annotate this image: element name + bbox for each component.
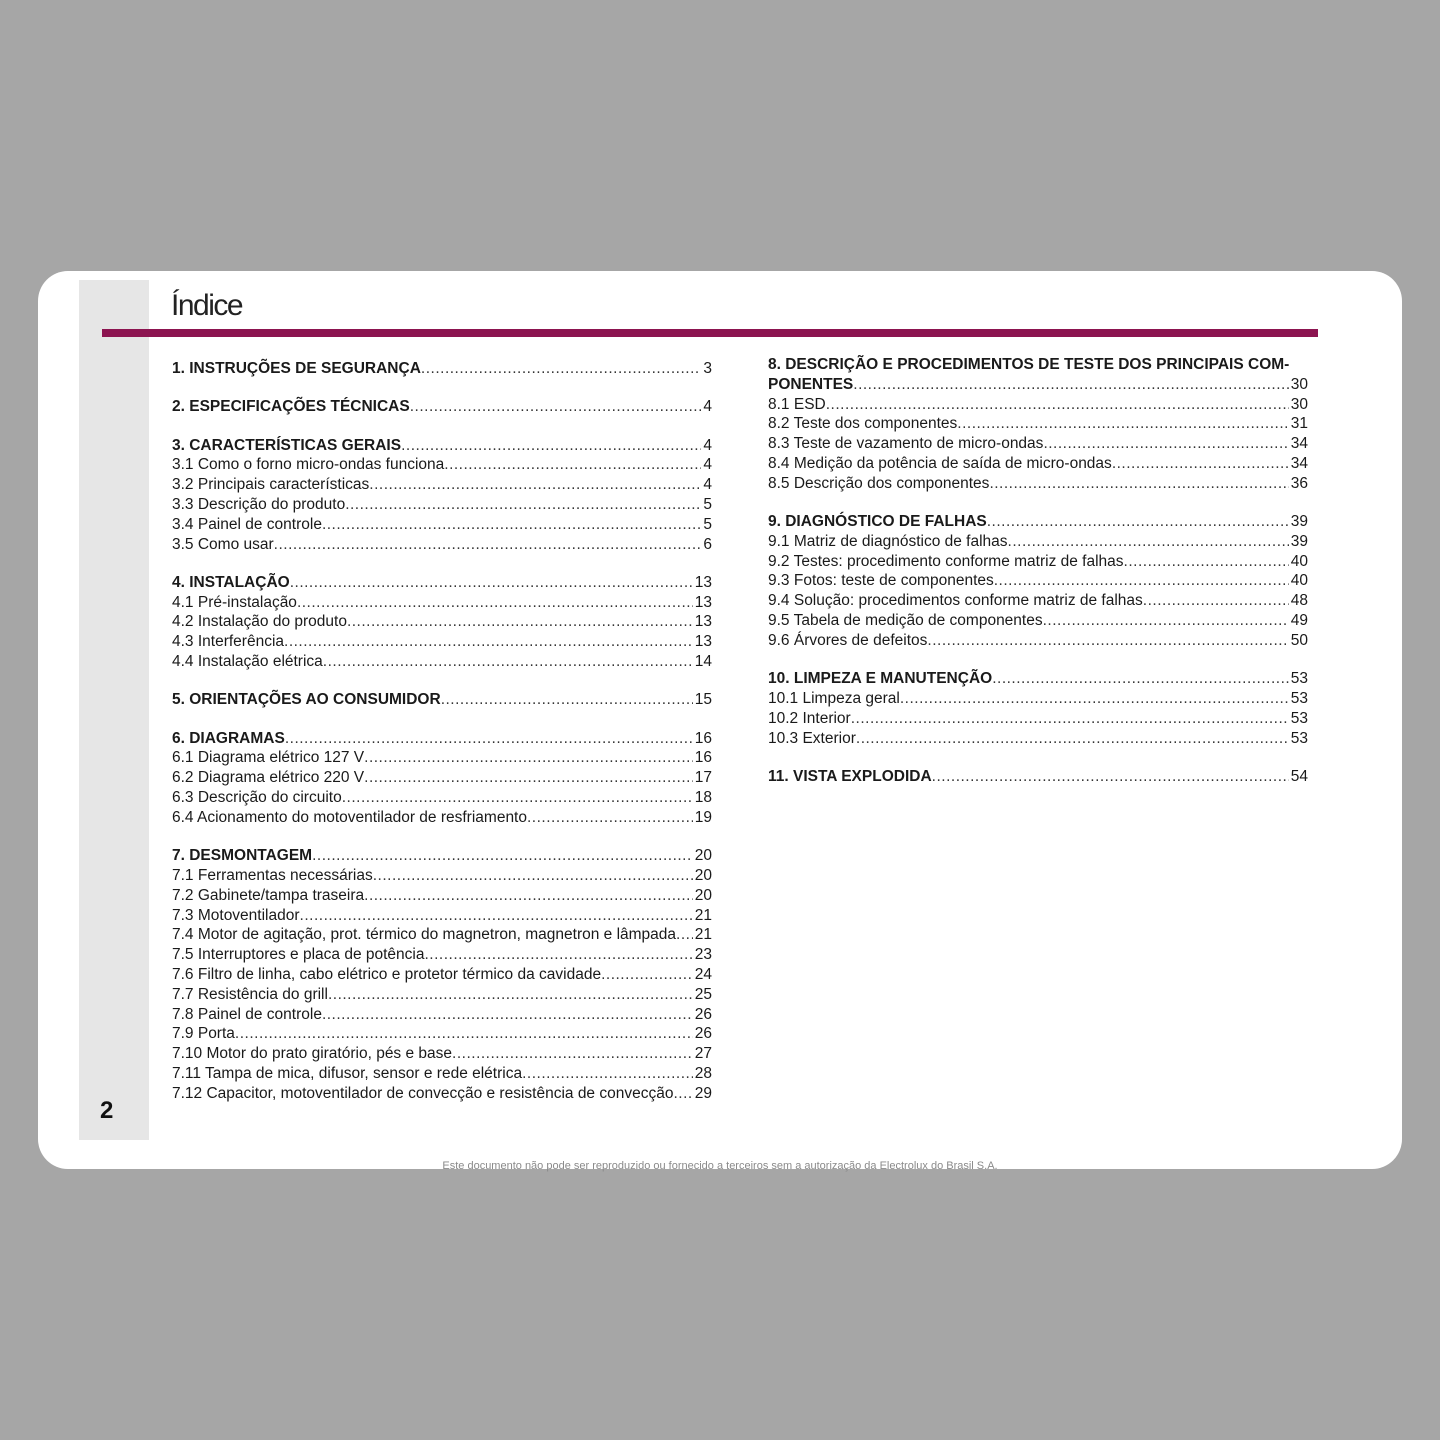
toc-page-number: 29 — [694, 1084, 712, 1102]
toc-entry[interactable] — [172, 945, 712, 965]
toc-entry-label: 7.5 Interruptores e placa de potência — [172, 946, 425, 964]
toc-entry-label: 1. INSTRUÇÕES DE SEGURANÇA — [172, 360, 421, 377]
toc-entry-label: 9.3 Fotos: teste de componentes — [768, 572, 994, 590]
toc-entry-label: 6.3 Descrição do circuito — [172, 789, 342, 807]
toc-page-number: 50 — [1290, 631, 1308, 649]
toc-page-number: 16 — [694, 749, 712, 767]
toc-entry[interactable] — [768, 729, 1308, 749]
dot-leader — [1008, 532, 1289, 552]
dot-leader — [421, 359, 701, 379]
dot-leader — [441, 690, 693, 710]
toc-page-number: 39 — [1290, 513, 1308, 531]
toc-entry-label: 7. DESMONTAGEM — [172, 847, 313, 865]
toc-page-number: 27 — [694, 1045, 712, 1063]
toc-entry-label: 8.5 Descrição dos componentes — [768, 474, 990, 492]
dot-leader — [369, 475, 701, 495]
toc-entry-label: 9.2 Testes: procedimento conforme matriz de falhas — [768, 552, 1124, 570]
toc-entry-label: 7.4 Motor de agitação, prot. térmico do magnetron, magnetron e lâmpada — [172, 926, 677, 944]
toc-entry-label: 4.4 Instalação elétrica — [172, 653, 323, 671]
toc-section — [768, 767, 1308, 787]
toc-entry-label: PONENTES — [768, 375, 854, 393]
toc-entry[interactable] — [172, 1044, 712, 1064]
dot-leader — [424, 945, 692, 965]
toc-page-number: 13 — [694, 593, 712, 611]
toc-page-number: 6 — [703, 535, 712, 553]
page-title: Índice — [171, 289, 243, 322]
toc-entry[interactable] — [172, 925, 712, 945]
toc-entry-label: 10.2 Interior — [768, 709, 851, 727]
toc-page-number: 21 — [694, 906, 712, 924]
toc-entry[interactable] — [172, 1084, 712, 1104]
toc-page-number: 24 — [694, 965, 712, 983]
toc-page-number: 20 — [694, 886, 712, 904]
toc-page-number: 53 — [1290, 729, 1308, 747]
toc-entry-label: 6.2 Diagrama elétrico 220 V — [172, 769, 365, 787]
toc-entry-label: 4.3 Interferência — [172, 633, 285, 651]
toc-page-number: 40 — [1290, 572, 1308, 590]
toc-entry-label: 7.3 Motoventilador — [172, 906, 300, 924]
toc-heading-entry[interactable] — [172, 359, 712, 379]
dot-leader — [328, 985, 693, 1005]
toc-heading-entry[interactable] — [768, 375, 1308, 395]
toc-page-number: 25 — [694, 985, 712, 1003]
toc-entry[interactable] — [172, 748, 712, 768]
toc-page-number: 15 — [694, 691, 712, 709]
toc-page-number: 30 — [1290, 375, 1308, 393]
toc-entry-label: 5. ORIENTAÇÕES AO CONSUMIDOR — [172, 691, 441, 709]
toc-page-number: 21 — [694, 926, 712, 944]
dot-leader — [826, 395, 1289, 415]
toc-heading-entry[interactable] — [172, 729, 712, 749]
dot-leader — [297, 593, 693, 613]
toc-heading-entry[interactable] — [172, 573, 712, 593]
toc-section — [172, 397, 712, 417]
toc-page-number: 26 — [694, 1005, 712, 1023]
toc-heading-entry[interactable] — [768, 512, 1308, 532]
dot-leader — [522, 1064, 693, 1084]
toc-page-number: 20 — [694, 847, 712, 865]
toc-entry[interactable] — [172, 906, 712, 926]
toc-entry[interactable] — [768, 611, 1308, 631]
toc-entry[interactable] — [768, 552, 1308, 572]
toc-entry-label: 3.2 Principais características — [172, 476, 370, 494]
dot-leader — [284, 632, 693, 652]
toc-entry[interactable] — [172, 495, 712, 515]
document-page — [38, 271, 1402, 1169]
toc-entry-label: 11. VISTA EXPLODIDA — [768, 767, 932, 785]
toc-page-number: 54 — [1290, 767, 1308, 785]
dot-leader — [853, 375, 1288, 395]
toc-section — [172, 573, 712, 672]
toc-page-number: 4 — [703, 398, 712, 416]
toc-entry-label: 8.2 Teste dos componentes — [768, 415, 958, 433]
dot-leader — [345, 495, 701, 515]
toc-entry[interactable] — [768, 434, 1308, 454]
dot-leader — [322, 515, 701, 535]
toc-section — [768, 512, 1308, 651]
toc-page-number: 34 — [1290, 454, 1308, 472]
toc-entry-label: 3. CARACTERÍSTICAS GERAIS — [172, 436, 402, 454]
dot-leader — [900, 689, 1289, 709]
toc-entry-label: 7.1 Ferramentas necessárias — [172, 866, 373, 884]
toc-entry-label: 8.1 ESD — [768, 395, 826, 413]
toc-entry[interactable] — [768, 689, 1308, 709]
toc-page-number: 36 — [1290, 474, 1308, 492]
dot-leader — [290, 573, 693, 593]
toc-entry[interactable] — [768, 454, 1308, 474]
dot-leader — [274, 535, 702, 555]
dot-leader — [1043, 611, 1289, 631]
dot-leader — [285, 729, 693, 749]
dot-leader — [1112, 454, 1289, 474]
toc-page-number: 19 — [694, 808, 712, 826]
dot-leader — [992, 669, 1289, 689]
toc-entry[interactable] — [172, 1005, 712, 1025]
toc-heading-entry[interactable] — [172, 690, 712, 710]
dot-leader — [322, 1005, 693, 1025]
dot-leader — [989, 474, 1288, 494]
toc-entry-label: 7.2 Gabinete/tampa traseira — [172, 886, 365, 904]
toc-entry[interactable] — [172, 535, 712, 555]
toc-page-number: 14 — [694, 653, 712, 671]
dot-leader — [676, 925, 693, 945]
toc-entry[interactable] — [768, 591, 1308, 611]
toc-entry[interactable] — [172, 866, 712, 886]
toc-page-number: 34 — [1290, 435, 1308, 453]
toc-heading-entry[interactable] — [172, 436, 712, 456]
margin-strip — [79, 280, 149, 1140]
toc-entry[interactable] — [768, 474, 1308, 494]
toc-entry[interactable] — [172, 515, 712, 535]
dot-leader — [601, 965, 693, 985]
dot-leader — [323, 652, 693, 672]
toc-section — [768, 355, 1308, 494]
dot-leader — [1143, 591, 1289, 611]
dot-leader — [342, 788, 693, 808]
toc-page-number: 39 — [1290, 532, 1308, 550]
toc-entry-label: 6.4 Acionamento do motoventilador de resfriamento — [172, 808, 527, 826]
toc-heading-line: 8. DESCRIÇÃO E PROCEDIMENTOS DE TESTE DOS PRINCIPAIS COM- — [768, 356, 1290, 373]
dot-leader — [235, 1024, 693, 1044]
toc-page-number: 53 — [1290, 689, 1308, 707]
dot-leader — [987, 512, 1289, 532]
footer-note: Este documento não pode ser reproduzido ou fornecido a terceiros sem a autorização da Electrolux do Brasil S.A. — [442, 1160, 998, 1172]
toc-entry[interactable] — [172, 593, 712, 613]
toc-entry-label: 7.8 Painel de controle — [172, 1005, 322, 1023]
toc-page-number: 16 — [694, 729, 712, 747]
toc-heading-entry[interactable] — [768, 767, 1308, 787]
toc-page-number: 4 — [703, 436, 712, 454]
toc-page-number: 4 — [703, 476, 712, 494]
toc-column-right — [768, 355, 1308, 805]
dot-leader — [364, 768, 693, 788]
toc-entry-label: 8.4 Medição da potência de saída de micro-ondas — [768, 454, 1112, 472]
toc-entry-label: 6. DIAGRAMAS — [172, 729, 285, 747]
toc-entry-label: 9.1 Matriz de diagnóstico de falhas — [768, 532, 1008, 550]
toc-entry-label: 6.1 Diagrama elétrico 127 V — [172, 749, 365, 767]
toc-entry-label: 3.5 Como usar — [172, 535, 274, 553]
dot-leader — [364, 886, 693, 906]
toc-entry[interactable] — [172, 985, 712, 1005]
dot-leader — [527, 808, 693, 828]
toc-entry-label: 2. ESPECIFICAÇÕES TÉCNICAS — [172, 398, 410, 416]
toc-page-number: 13 — [694, 633, 712, 651]
toc-entry[interactable] — [768, 395, 1308, 415]
toc-entry[interactable] — [172, 1064, 712, 1084]
dot-leader — [300, 906, 693, 926]
toc-entry[interactable] — [172, 612, 712, 632]
toc-entry-label: 7.12 Capacitor, motoventilador de convecção e resistência de convecção — [172, 1084, 674, 1102]
dot-leader — [347, 612, 693, 632]
toc-heading-entry[interactable] — [768, 669, 1308, 689]
toc-heading-entry[interactable] — [172, 397, 712, 417]
toc-page-number: 5 — [703, 495, 712, 513]
toc-entry-label: 7.7 Resistência do grill — [172, 985, 328, 1003]
dot-leader — [410, 397, 702, 417]
dot-leader — [932, 767, 1289, 787]
dot-leader — [927, 631, 1288, 651]
toc-page-number: 26 — [694, 1025, 712, 1043]
toc-entry[interactable] — [172, 788, 712, 808]
toc-page-number: 5 — [703, 515, 712, 533]
toc-entry-label: 7.9 Porta — [172, 1025, 235, 1043]
title-divider — [102, 329, 1318, 337]
page-number: 2 — [100, 1097, 114, 1124]
toc-page-number: 53 — [1290, 670, 1308, 688]
dot-leader — [1124, 552, 1289, 572]
dot-leader — [851, 709, 1289, 729]
toc-section — [172, 690, 712, 710]
toc-section — [172, 359, 712, 379]
dot-leader — [1043, 434, 1288, 454]
dot-leader — [673, 1084, 692, 1104]
toc-page-number: 30 — [1290, 395, 1308, 413]
toc-entry[interactable] — [172, 632, 712, 652]
toc-entry[interactable] — [768, 532, 1308, 552]
toc-page-number: 31 — [1290, 415, 1308, 433]
toc-section — [172, 436, 712, 555]
dot-leader — [444, 455, 701, 475]
toc-entry-label: 8.3 Teste de vazamento de micro-ondas — [768, 435, 1044, 453]
dot-leader — [401, 436, 701, 456]
toc-page-number: 3 — [703, 360, 712, 377]
toc-page-number: 13 — [694, 573, 712, 591]
toc-page-number: 49 — [1290, 612, 1308, 630]
toc-page-number: 53 — [1290, 709, 1308, 727]
toc-entry-label: 10.3 Exterior — [768, 729, 856, 747]
toc-page-number: 18 — [694, 789, 712, 807]
toc-page-number: 23 — [694, 946, 712, 964]
toc-entry-label: 3.3 Descrição do produto — [172, 495, 346, 513]
toc-page-number: 20 — [694, 866, 712, 884]
toc-column-left — [172, 359, 712, 1122]
toc-entry[interactable] — [172, 768, 712, 788]
dot-leader — [994, 571, 1289, 591]
toc-entry-label: 4.2 Instalação do produto — [172, 613, 347, 631]
dot-leader — [312, 846, 693, 866]
toc-entry-label: 7.11 Tampa de mica, difusor, sensor e rede elétrica — [172, 1064, 523, 1082]
toc-entry-label: 9. DIAGNÓSTICO DE FALHAS — [768, 513, 987, 531]
toc-entry[interactable] — [172, 965, 712, 985]
toc-entry-label: 4.1 Pré-instalação — [172, 593, 297, 611]
toc-section — [172, 729, 712, 828]
toc-entry-label: 7.10 Motor do prato giratório, pés e base — [172, 1045, 453, 1063]
toc-entry-label: 3.1 Como o forno micro-ondas funciona — [172, 456, 445, 474]
toc-page-number: 28 — [694, 1064, 712, 1082]
toc-entry-label: 7.6 Filtro de linha, cabo elétrico e protetor térmico da cavidade — [172, 965, 602, 983]
toc-entry-label: 9.4 Solução: procedimentos conforme matriz de falhas — [768, 592, 1143, 610]
toc-section — [172, 846, 712, 1103]
toc-entry[interactable] — [172, 886, 712, 906]
toc-page-number: 17 — [694, 769, 712, 787]
toc-entry-label: 10. LIMPEZA E MANUTENÇÃO — [768, 670, 993, 688]
dot-leader — [373, 866, 693, 886]
toc-page-number: 4 — [703, 456, 712, 474]
toc-entry[interactable] — [768, 631, 1308, 651]
toc-entry-label: 3.4 Painel de controle — [172, 515, 322, 533]
toc-section — [768, 669, 1308, 748]
toc-entry[interactable] — [172, 475, 712, 495]
toc-page-number: 40 — [1290, 552, 1308, 570]
toc-entry-label: 9.5 Tabela de medição de componentes — [768, 612, 1043, 630]
toc-entry-label: 9.6 Árvores de defeitos — [768, 631, 928, 649]
toc-entry[interactable] — [172, 652, 712, 672]
toc-heading-entry[interactable] — [172, 846, 712, 866]
toc-entry[interactable] — [172, 455, 712, 475]
toc-entry[interactable] — [768, 571, 1308, 591]
dot-leader — [856, 729, 1289, 749]
dot-leader — [364, 748, 693, 768]
dot-leader — [957, 414, 1288, 434]
toc-page-number: 48 — [1290, 592, 1308, 610]
toc-entry[interactable] — [768, 414, 1308, 434]
toc-entry-label: 4. INSTALAÇÃO — [172, 573, 290, 591]
dot-leader — [452, 1044, 693, 1064]
toc-entry[interactable] — [172, 808, 712, 828]
toc-entry[interactable] — [768, 709, 1308, 729]
toc-entry-label: 10.1 Limpeza geral — [768, 689, 900, 707]
toc-page-number: 13 — [694, 613, 712, 631]
toc-entry[interactable] — [172, 1024, 712, 1044]
